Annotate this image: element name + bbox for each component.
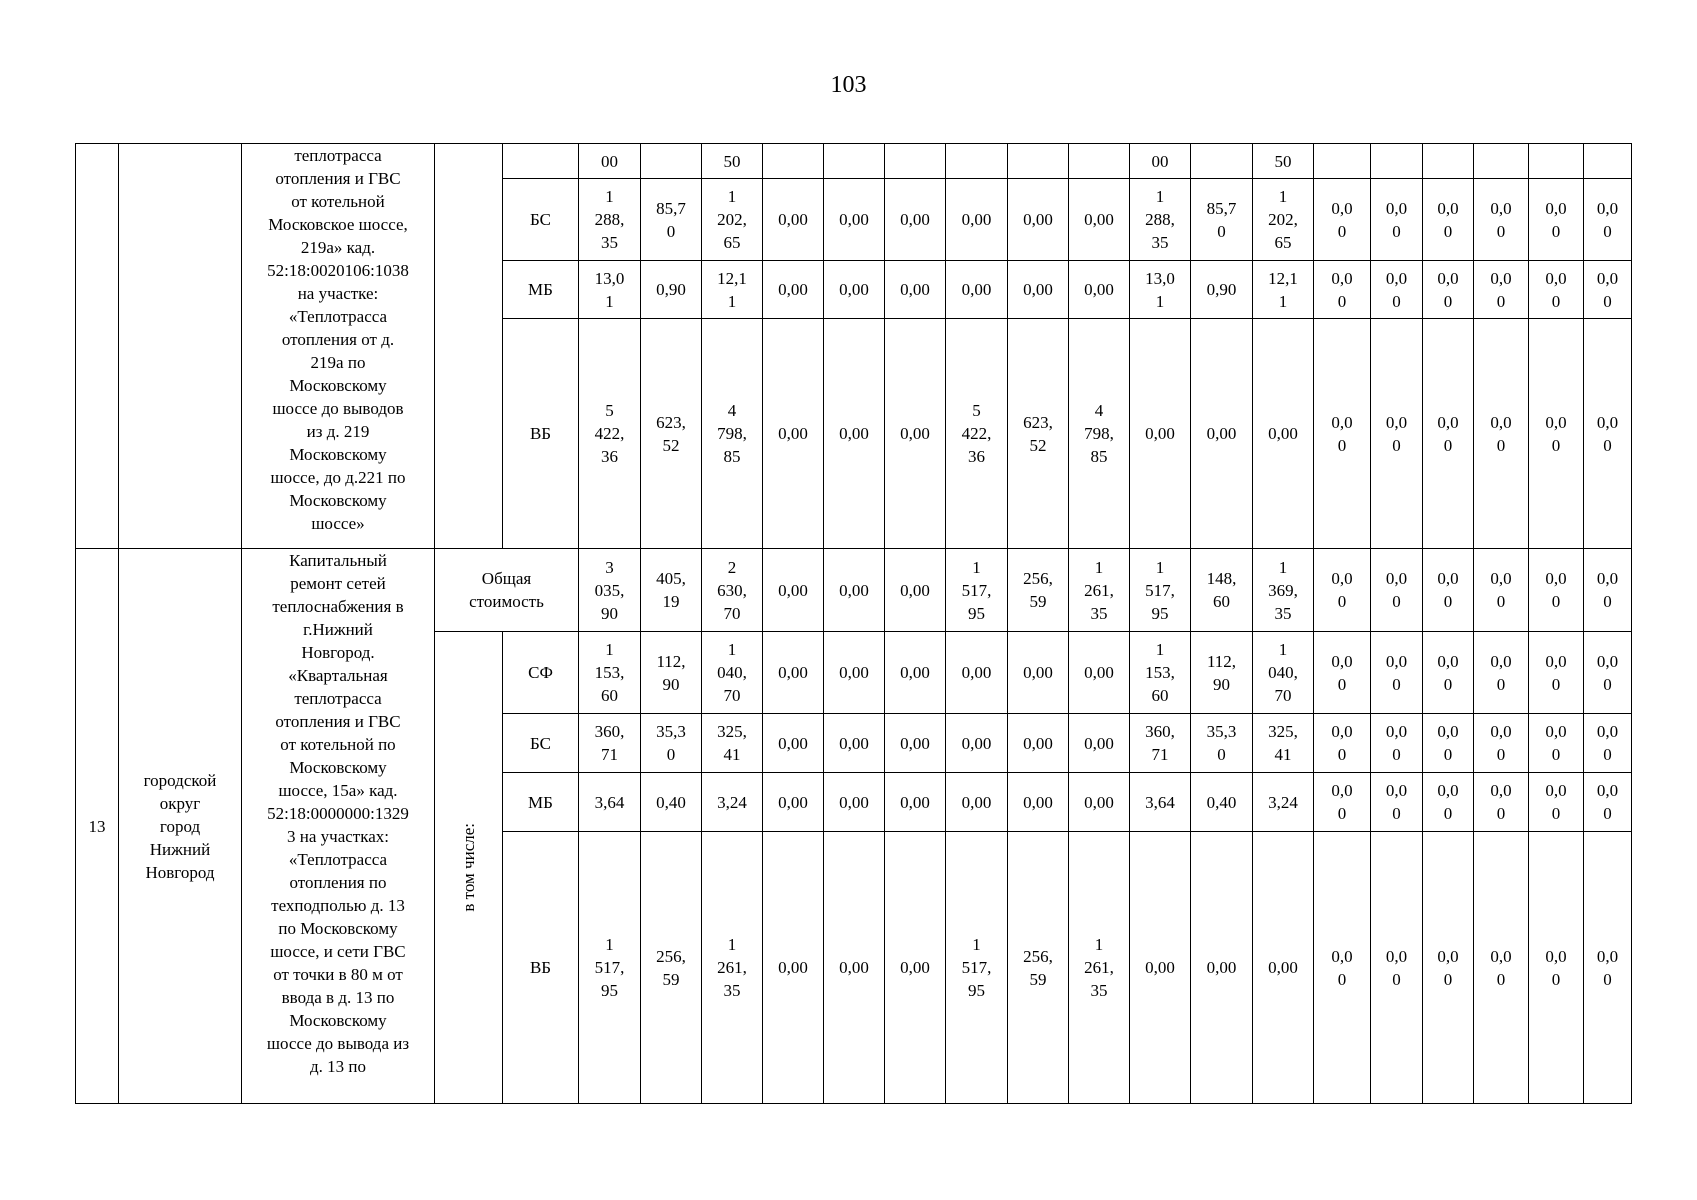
object-description-cell: теплотрасса отопления и ГВС от котельной Московское шоссе, 219а» кад. 52:18:0020106:1038 на участке: «Теплотрасса отопления от д. 219а по Московскому шоссе до выводов из д. 219 Московскому шоссе, до д.221 по Московскому шоссе»: [242, 144, 435, 549]
value-cell: 3 035, 90: [579, 549, 641, 632]
value-cell: 0,00: [1008, 261, 1069, 319]
value-cell: 0,0 0: [1371, 319, 1423, 549]
value-cell: 0,0 0: [1314, 832, 1371, 1104]
value-cell: 325, 41: [702, 714, 763, 773]
value-cell: 0,00: [763, 773, 824, 832]
row-number-cell: 13: [76, 549, 119, 1104]
value-cell: 12,1 1: [1253, 261, 1314, 319]
financing-table: [75, 143, 1632, 1104]
value-cell: 0,00: [946, 773, 1008, 832]
value-cell: 0,0 0: [1371, 832, 1423, 1104]
municipality-cell: городской округ город Нижний Новгород: [119, 549, 242, 1104]
value-cell: 00: [1130, 144, 1191, 179]
value-cell: 0,00: [763, 714, 824, 773]
value-cell: 0,00: [763, 319, 824, 549]
value-cell: 0,00: [1069, 179, 1130, 261]
value-cell: 0,0 0: [1314, 714, 1371, 773]
value-cell: 0,0 0: [1529, 549, 1584, 632]
value-cell: 3,64: [579, 773, 641, 832]
funding-source-cell: [503, 144, 579, 179]
value-cell: 0,00: [824, 773, 885, 832]
value-cell: 13,0 1: [1130, 261, 1191, 319]
value-cell: 0,0 0: [1314, 261, 1371, 319]
value-cell: 360, 71: [1130, 714, 1191, 773]
value-cell: 0,0 0: [1371, 549, 1423, 632]
value-cell: 0,0 0: [1371, 773, 1423, 832]
value-cell: 13,0 1: [579, 261, 641, 319]
value-cell: [1314, 144, 1371, 179]
value-cell: 0,00: [1008, 632, 1069, 714]
value-cell: 0,00: [1069, 261, 1130, 319]
funding-source-cell: ВБ: [503, 319, 579, 549]
value-cell: [1371, 144, 1423, 179]
value-cell: 0,0 0: [1584, 319, 1632, 549]
value-cell: 0,0 0: [1529, 773, 1584, 832]
value-cell: 0,00: [824, 261, 885, 319]
value-cell: 0,0 0: [1423, 714, 1474, 773]
value-cell: 2 630, 70: [702, 549, 763, 632]
funding-source-cell: МБ: [503, 773, 579, 832]
table-row: [76, 144, 1632, 179]
value-cell: 148, 60: [1191, 549, 1253, 632]
value-cell: 256, 59: [1008, 832, 1069, 1104]
value-cell: 4 798, 85: [702, 319, 763, 549]
value-cell: 5 422, 36: [579, 319, 641, 549]
value-cell: 325, 41: [1253, 714, 1314, 773]
value-cell: 0,00: [1253, 832, 1314, 1104]
value-cell: 0,00: [946, 632, 1008, 714]
value-cell: 1 288, 35: [1130, 179, 1191, 261]
value-cell: 0,0 0: [1474, 832, 1529, 1104]
value-cell: 35,3 0: [641, 714, 702, 773]
value-cell: 0,00: [824, 832, 885, 1104]
value-cell: 0,0 0: [1529, 261, 1584, 319]
value-cell: [885, 144, 946, 179]
value-cell: [763, 144, 824, 179]
value-cell: 3,24: [1253, 773, 1314, 832]
value-cell: 0,00: [1069, 773, 1130, 832]
value-cell: 0,0 0: [1314, 549, 1371, 632]
value-cell: 1 040, 70: [1253, 632, 1314, 714]
value-cell: 0,00: [763, 832, 824, 1104]
value-cell: [1069, 144, 1130, 179]
value-cell: 1 040, 70: [702, 632, 763, 714]
value-cell: 0,0 0: [1371, 714, 1423, 773]
value-cell: 0,00: [763, 179, 824, 261]
value-cell: 1 517, 95: [946, 549, 1008, 632]
funding-source-cell: МБ: [503, 261, 579, 319]
value-cell: 0,0 0: [1314, 179, 1371, 261]
value-cell: [1474, 144, 1529, 179]
value-cell: 0,00: [885, 632, 946, 714]
value-cell: [1584, 144, 1632, 179]
value-cell: 0,0 0: [1584, 261, 1632, 319]
value-cell: 50: [1253, 144, 1314, 179]
value-cell: 1 369, 35: [1253, 549, 1314, 632]
value-cell: 0,00: [885, 319, 946, 549]
value-cell: [1423, 144, 1474, 179]
value-cell: 35,3 0: [1191, 714, 1253, 773]
value-cell: 85,7 0: [1191, 179, 1253, 261]
value-cell: 0,0 0: [1423, 179, 1474, 261]
value-cell: 0,0 0: [1314, 773, 1371, 832]
value-cell: 0,00: [763, 549, 824, 632]
value-cell: 0,00: [824, 632, 885, 714]
value-cell: 0,00: [946, 714, 1008, 773]
value-cell: 0,00: [1130, 319, 1191, 549]
value-cell: 0,0 0: [1371, 632, 1423, 714]
value-cell: 0,0 0: [1423, 261, 1474, 319]
value-cell: 1 153, 60: [579, 632, 641, 714]
value-cell: 0,0 0: [1584, 632, 1632, 714]
funding-source-cell: СФ: [503, 632, 579, 714]
value-cell: 0,0 0: [1529, 632, 1584, 714]
value-cell: 0,0 0: [1474, 773, 1529, 832]
funding-source-cell: ВБ: [503, 832, 579, 1104]
value-cell: [1008, 144, 1069, 179]
value-cell: 0,0 0: [1584, 179, 1632, 261]
value-cell: 00: [579, 144, 641, 179]
value-cell: 0,00: [885, 773, 946, 832]
value-cell: 0,00: [1008, 714, 1069, 773]
value-cell: 0,00: [1008, 773, 1069, 832]
value-cell: 0,0 0: [1584, 714, 1632, 773]
funding-source-cell: БС: [503, 714, 579, 773]
value-cell: 1 202, 65: [1253, 179, 1314, 261]
value-cell: 0,90: [1191, 261, 1253, 319]
value-cell: 0,00: [824, 549, 885, 632]
value-cell: 1 517, 95: [946, 832, 1008, 1104]
value-cell: 0,00: [885, 714, 946, 773]
value-cell: 112, 90: [641, 632, 702, 714]
value-cell: 0,00: [824, 714, 885, 773]
value-cell: 0,0 0: [1423, 832, 1474, 1104]
value-cell: 0,00: [763, 261, 824, 319]
value-cell: 0,0 0: [1529, 714, 1584, 773]
value-cell: 0,0 0: [1423, 773, 1474, 832]
value-cell: 0,0 0: [1474, 319, 1529, 549]
value-cell: 1 261, 35: [1069, 832, 1130, 1104]
table-row: [76, 549, 1632, 632]
value-cell: 256, 59: [641, 832, 702, 1104]
value-cell: 0,00: [946, 261, 1008, 319]
value-cell: 0,00: [946, 179, 1008, 261]
value-cell: 1 261, 35: [702, 832, 763, 1104]
value-cell: 0,00: [1191, 832, 1253, 1104]
value-cell: 0,0 0: [1423, 549, 1474, 632]
object-description-cell: Капитальный ремонт сетей теплоснабжения в г.Нижний Новгород. «Квартальная теплотрасса отопления и ГВС от котельной по Московскому шоссе, 15а» кад. 52:18:0000000:1329 3 на участках: «Теплотрасса отопления по техподполью д. 13 по Московскому шоссе, и сети ГВС от точки в 80 м от ввода в д. 13 по Московскому шоссе до вывода из д. 13 по: [242, 549, 435, 1104]
value-cell: 112, 90: [1191, 632, 1253, 714]
value-cell: 1 517, 95: [1130, 549, 1191, 632]
value-cell: 0,0 0: [1584, 832, 1632, 1104]
row-number-cell: [76, 144, 119, 549]
value-cell: 1 288, 35: [579, 179, 641, 261]
value-cell: 1 202, 65: [702, 179, 763, 261]
value-cell: 0,0 0: [1371, 261, 1423, 319]
total-cost-label: Общая стоимость: [435, 549, 579, 632]
value-cell: 0,00: [1069, 714, 1130, 773]
value-cell: [1191, 144, 1253, 179]
value-cell: 4 798, 85: [1069, 319, 1130, 549]
value-cell: 623, 52: [641, 319, 702, 549]
value-cell: 0,0 0: [1584, 549, 1632, 632]
value-cell: 0,00: [1130, 832, 1191, 1104]
value-cell: [946, 144, 1008, 179]
value-cell: 0,0 0: [1474, 179, 1529, 261]
value-cell: 0,00: [1069, 632, 1130, 714]
value-cell: 0,0 0: [1474, 714, 1529, 773]
value-cell: 0,00: [885, 549, 946, 632]
value-cell: 0,00: [885, 261, 946, 319]
value-cell: 0,00: [885, 179, 946, 261]
value-cell: 0,0 0: [1423, 632, 1474, 714]
value-cell: 0,00: [763, 632, 824, 714]
value-cell: 1 153, 60: [1130, 632, 1191, 714]
value-cell: 0,00: [1253, 319, 1314, 549]
page-number: 103: [830, 72, 867, 98]
municipality-cell: [119, 144, 242, 549]
value-cell: [1529, 144, 1584, 179]
value-cell: 0,0 0: [1371, 179, 1423, 261]
value-cell: 623, 52: [1008, 319, 1069, 549]
value-cell: 0,0 0: [1529, 179, 1584, 261]
value-cell: 0,00: [824, 319, 885, 549]
including-label: в том числе:: [459, 823, 478, 912]
value-cell: 0,90: [641, 261, 702, 319]
value-cell: 0,0 0: [1314, 319, 1371, 549]
value-cell: 50: [702, 144, 763, 179]
value-cell: 12,1 1: [702, 261, 763, 319]
value-cell: [641, 144, 702, 179]
value-cell: 0,0 0: [1474, 261, 1529, 319]
value-cell: 5 422, 36: [946, 319, 1008, 549]
cost-label-cell: [435, 144, 503, 549]
including-label-cell: [435, 632, 503, 1104]
value-cell: 0,00: [1191, 319, 1253, 549]
value-cell: 405, 19: [641, 549, 702, 632]
value-cell: [824, 144, 885, 179]
value-cell: 0,00: [1008, 179, 1069, 261]
value-cell: 0,0 0: [1529, 832, 1584, 1104]
value-cell: 256, 59: [1008, 549, 1069, 632]
value-cell: 0,0 0: [1584, 773, 1632, 832]
value-cell: 360, 71: [579, 714, 641, 773]
value-cell: 1 517, 95: [579, 832, 641, 1104]
value-cell: 0,0 0: [1529, 319, 1584, 549]
value-cell: 0,00: [885, 832, 946, 1104]
value-cell: 0,0 0: [1314, 632, 1371, 714]
value-cell: 85,7 0: [641, 179, 702, 261]
value-cell: 0,00: [824, 179, 885, 261]
value-cell: 0,40: [1191, 773, 1253, 832]
value-cell: 0,0 0: [1474, 549, 1529, 632]
value-cell: 3,24: [702, 773, 763, 832]
value-cell: 0,0 0: [1474, 632, 1529, 714]
value-cell: 1 261, 35: [1069, 549, 1130, 632]
value-cell: 3,64: [1130, 773, 1191, 832]
value-cell: 0,40: [641, 773, 702, 832]
value-cell: 0,0 0: [1423, 319, 1474, 549]
funding-source-cell: БС: [503, 179, 579, 261]
